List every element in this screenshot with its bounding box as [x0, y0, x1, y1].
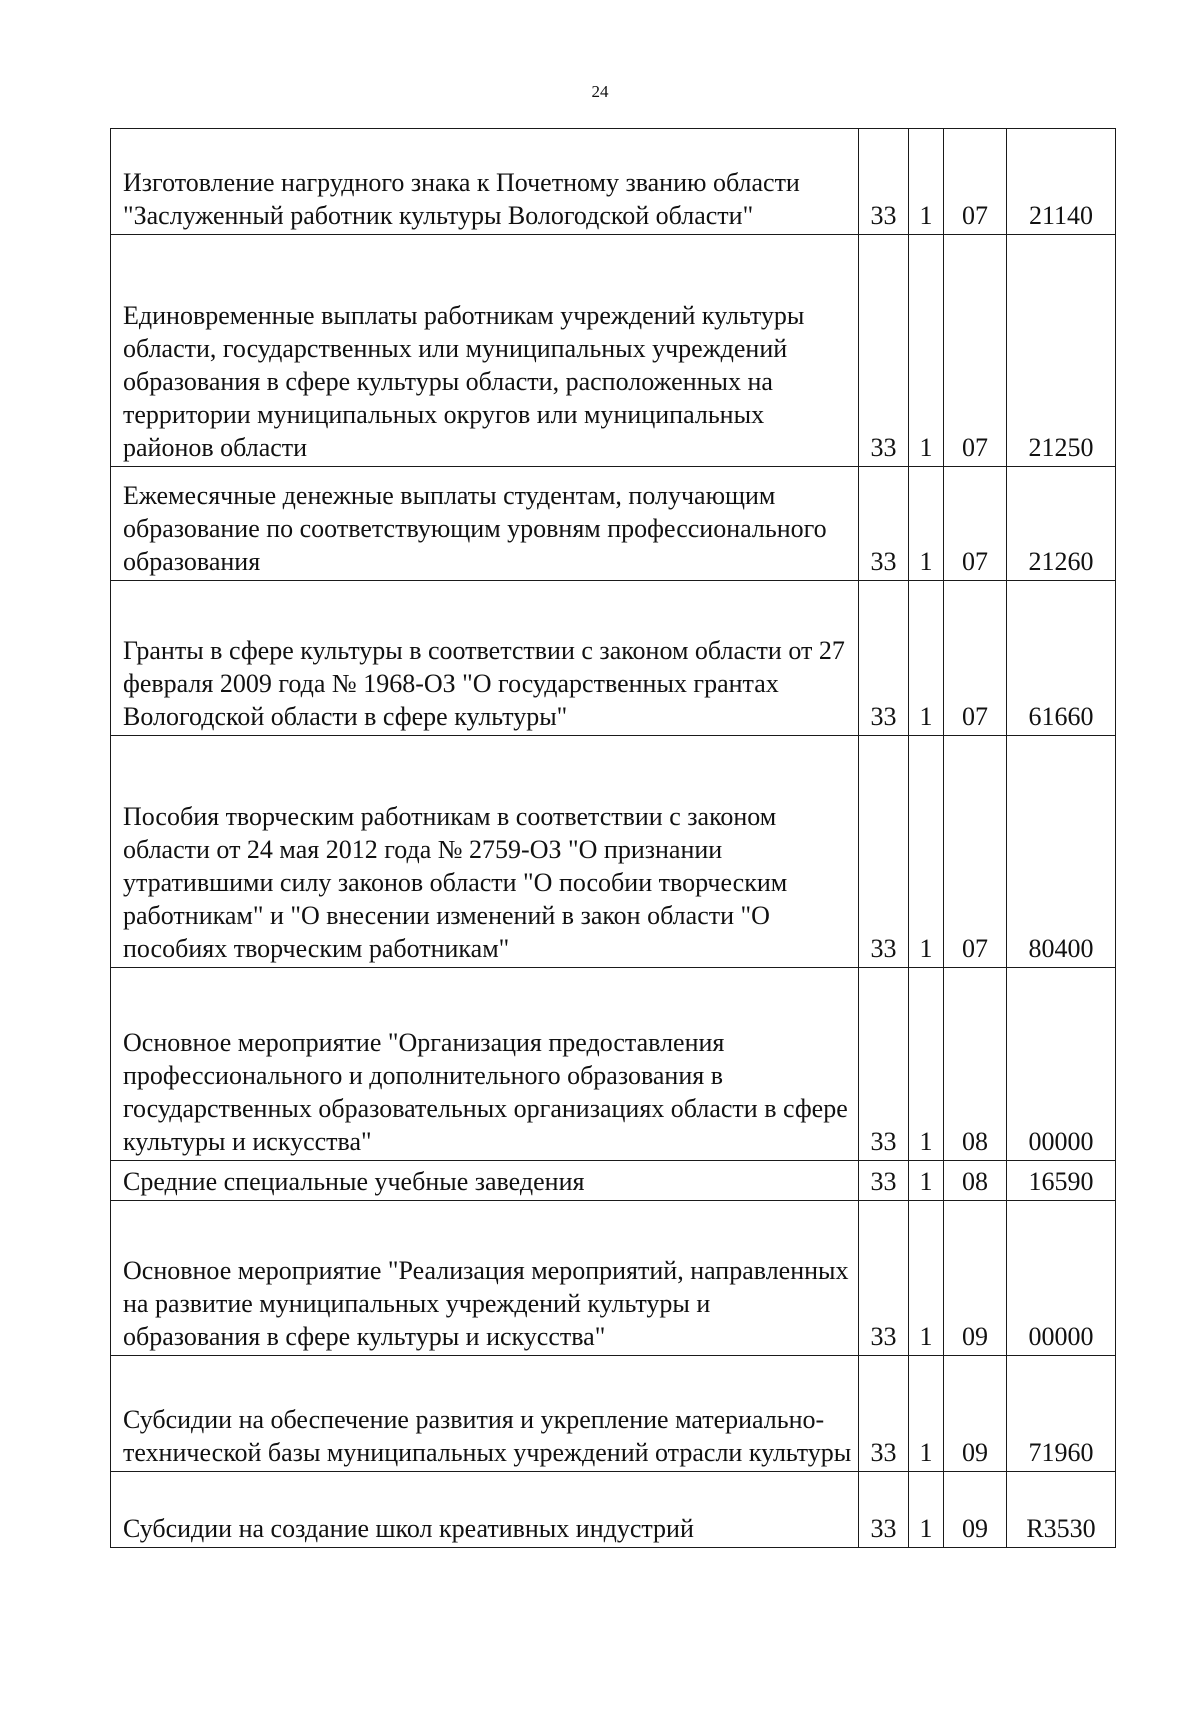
- code-direction: 00000: [1007, 968, 1116, 1161]
- code-program: 33: [859, 467, 909, 581]
- code-event: 09: [944, 1356, 1007, 1472]
- code-event: 09: [944, 1472, 1007, 1548]
- code-event: 07: [944, 235, 1007, 467]
- table-row: [111, 1472, 1116, 1548]
- row-name: Основное мероприятие "Организация предоставления профессионального и дополнительного образования в государственных образовательных организациях области в сфере культуры и искусства": [111, 968, 859, 1161]
- code-direction: 61660: [1007, 581, 1116, 736]
- row-name: Субсидии на обеспечение развития и укрепление материально-технической базы муниципальных учреждений отрасли культуры: [111, 1356, 859, 1472]
- table-row: [111, 581, 1116, 736]
- code-subprogram: 1: [909, 581, 944, 736]
- code-program: 33: [859, 1356, 909, 1472]
- code-event: 07: [944, 129, 1007, 235]
- table-row: [111, 235, 1116, 467]
- row-name: Единовременные выплаты работникам учреждений культуры области, государственных или муниципальных учреждений образования в сфере культуры области, расположенных на территории муниципальных округов или муниципальных районов области: [111, 235, 859, 467]
- table-row: [111, 968, 1116, 1161]
- code-subprogram: 1: [909, 736, 944, 968]
- code-program: 33: [859, 581, 909, 736]
- code-subprogram: 1: [909, 129, 944, 235]
- code-subprogram: 1: [909, 1356, 944, 1472]
- row-name: Гранты в сфере культуры в соответствии с законом области от 27 февраля 2009 года № 1968-ОЗ "О государственных грантах Вологодской области в сфере культуры": [111, 581, 859, 736]
- row-name: Ежемесячные денежные выплаты студентам, получающим образование по соответствующим уровням профессионального образования: [111, 467, 859, 581]
- code-event: 08: [944, 968, 1007, 1161]
- code-program: 33: [859, 1161, 909, 1201]
- code-subprogram: 1: [909, 1201, 944, 1356]
- row-name: Изготовление нагрудного знака к Почетному званию области "Заслуженный работник культуры Вологодской области": [111, 129, 859, 235]
- table-row: [111, 129, 1116, 235]
- code-subprogram: 1: [909, 235, 944, 467]
- code-event: 07: [944, 581, 1007, 736]
- code-program: 33: [859, 968, 909, 1161]
- code-event: 07: [944, 467, 1007, 581]
- code-event: 08: [944, 1161, 1007, 1201]
- code-program: 33: [859, 1201, 909, 1356]
- page-number: 24: [591, 82, 609, 101]
- code-direction: 21260: [1007, 467, 1116, 581]
- code-subprogram: 1: [909, 467, 944, 581]
- code-direction: 16590: [1007, 1161, 1116, 1201]
- code-direction: 21140: [1007, 129, 1116, 235]
- row-name: Средние специальные учебные заведения: [111, 1161, 859, 1201]
- code-program: 33: [859, 1472, 909, 1548]
- code-direction: 21250: [1007, 235, 1116, 467]
- row-name: Основное мероприятие "Реализация мероприятий, направленных на развитие муниципальных учреждений культуры и образования в сфере культуры и искусства": [111, 1201, 859, 1356]
- row-name: Субсидии на создание школ креативных индустрий: [111, 1472, 859, 1548]
- table-row: [111, 1161, 1116, 1201]
- table-row: [111, 736, 1116, 968]
- code-subprogram: 1: [909, 1472, 944, 1548]
- code-subprogram: 1: [909, 968, 944, 1161]
- table-row: [111, 1201, 1116, 1356]
- code-direction: 00000: [1007, 1201, 1116, 1356]
- code-program: 33: [859, 129, 909, 235]
- table-row: [111, 1356, 1116, 1472]
- code-event: 07: [944, 736, 1007, 968]
- table-row: [111, 467, 1116, 581]
- code-direction: R3530: [1007, 1472, 1116, 1548]
- code-subprogram: 1: [909, 1161, 944, 1201]
- code-direction: 71960: [1007, 1356, 1116, 1472]
- code-event: 09: [944, 1201, 1007, 1356]
- code-direction: 80400: [1007, 736, 1116, 968]
- row-name: Пособия творческим работникам в соответствии с законом области от 24 мая 2012 года № 2759-ОЗ "О признании утратившими силу законов области "О пособии творческим работникам" и "О внесении изменений в закон области "О пособиях творческим работникам": [111, 736, 859, 968]
- code-program: 33: [859, 235, 909, 467]
- budget-table: [110, 128, 1116, 1548]
- code-program: 33: [859, 736, 909, 968]
